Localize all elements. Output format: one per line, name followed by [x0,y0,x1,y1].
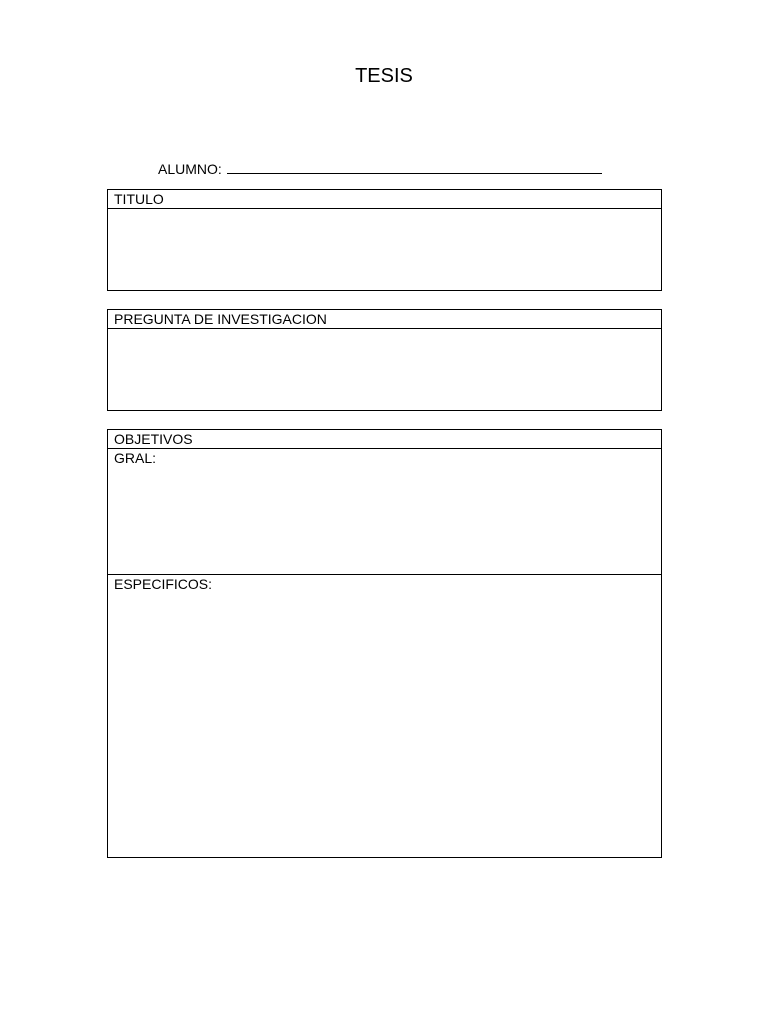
objetivos-box [107,429,662,858]
pregunta-input-area[interactable] [108,329,661,410]
objetivo-general-area[interactable] [108,449,661,575]
objetivos-especificos-label: ESPECIFICOS: [114,576,213,592]
titulo-input-area[interactable] [108,209,661,290]
titulo-header: TITULO [108,190,661,209]
objetivo-general-label: GRAL: [114,450,157,466]
student-label: ALUMNO: [158,161,222,177]
student-blank-line[interactable] [227,159,602,174]
objetivos-header: OBJETIVOS [108,430,661,449]
titulo-box [107,189,662,291]
pregunta-box [107,309,662,411]
student-field [158,159,602,178]
pregunta-header: PREGUNTA DE INVESTIGACION [108,310,661,329]
objetivos-especificos-area[interactable] [108,575,661,857]
page-title: TESIS [355,65,413,87]
